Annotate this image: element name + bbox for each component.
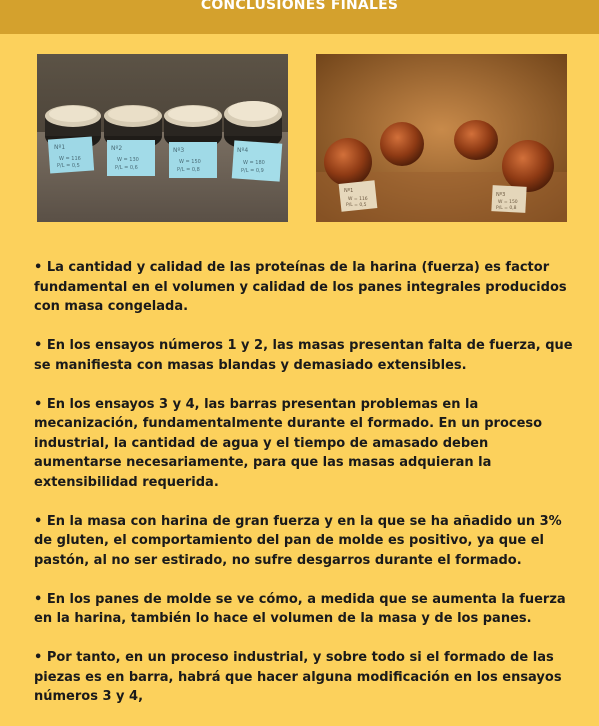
sample-card-1: [48, 137, 94, 174]
svg-text:P/L = 0,6: P/L = 0,6: [115, 165, 138, 171]
svg-text:W = 130: W = 130: [117, 157, 139, 163]
svg-text:W = 116: W = 116: [59, 156, 81, 162]
svg-text:P/L = 0,8: P/L = 0,8: [177, 167, 200, 173]
loaf-2: [380, 122, 424, 166]
svg-text:W = 180: W = 180: [243, 160, 265, 166]
svg-text:P/L = 0,8: P/L = 0,8: [496, 206, 517, 211]
photo-dough-bowls: [37, 54, 288, 222]
loaf-card-2: [491, 185, 526, 213]
svg-text:Nº4: Nº4: [237, 147, 249, 154]
conclusion-item: • En la masa con harina de gran fuerza y en la que se ha añadido un 3% de gluten, el comportamiento del pan de molde es positivo, ya que el pastón, al no ser estirado, no sufre desgarros durante el formado.: [34, 513, 562, 568]
svg-text:Nº1: Nº1: [54, 144, 66, 151]
page-title: CONCLUSIONES FINALES: [200, 0, 399, 13]
loaf-4: [502, 140, 554, 192]
conclusions-list: [34, 258, 574, 726]
conclusion-item: • En los ensayos números 1 y 2, las masas presentan falta de fuerza, que se manifiesta con masas blandas y demasiado extensibles.: [34, 338, 573, 373]
photo-dough-bowls-image: [37, 54, 288, 222]
loaf-1: [324, 138, 372, 186]
sample-card-3: [169, 142, 217, 178]
svg-text:P/L = 0,9: P/L = 0,9: [241, 168, 264, 174]
sample-card-2: [107, 140, 155, 176]
conclusion-item: • En los ensayos 3 y 4, las barras presentan problemas en la mecanización, fundamentalmente durante el formado. En un proceso industrial, la cantidad de agua y el tiempo de amasado deben aumentarse necesariamente, para que las masas adquieran la extensibilidad requerida.: [34, 396, 543, 490]
svg-text:Nº1: Nº1: [344, 188, 354, 194]
photo-baked-loaves: [316, 54, 567, 222]
loaf-3: [454, 120, 498, 160]
svg-text:P/L = 0,5: P/L = 0,5: [346, 203, 367, 208]
svg-text:W = 150: W = 150: [179, 159, 201, 165]
svg-text:P/L = 0,5: P/L = 0,5: [57, 163, 80, 169]
header-bar: [0, 0, 599, 34]
svg-text:Nº3: Nº3: [173, 147, 185, 154]
photo-baked-loaves-image: [316, 54, 567, 222]
svg-text:Nº2: Nº2: [111, 145, 123, 152]
conclusion-item: • En los panes de molde se ve cómo, a medida que se aumenta la fuerza en la harina, también lo hace el volumen de la masa y de los panes.: [34, 591, 566, 626]
svg-text:Nº3: Nº3: [496, 192, 506, 198]
svg-text:W = 116: W = 116: [348, 197, 368, 202]
svg-text:W = 150: W = 150: [498, 200, 518, 205]
loaf-card-1: [339, 180, 378, 212]
conclusion-item: • Por tanto, en un proceso industrial, y sobre todo si el formado de las piezas es en barra, habrá que hacer alguna modificación en los ensayos números 3 y 4,: [34, 650, 562, 704]
sample-card-4: [232, 140, 283, 181]
conclusion-item: • La cantidad y calidad de las proteínas de la harina (fuerza) es factor fundamental en el volumen y calidad de los panes integrales producidos con masa congelada.: [34, 260, 567, 314]
